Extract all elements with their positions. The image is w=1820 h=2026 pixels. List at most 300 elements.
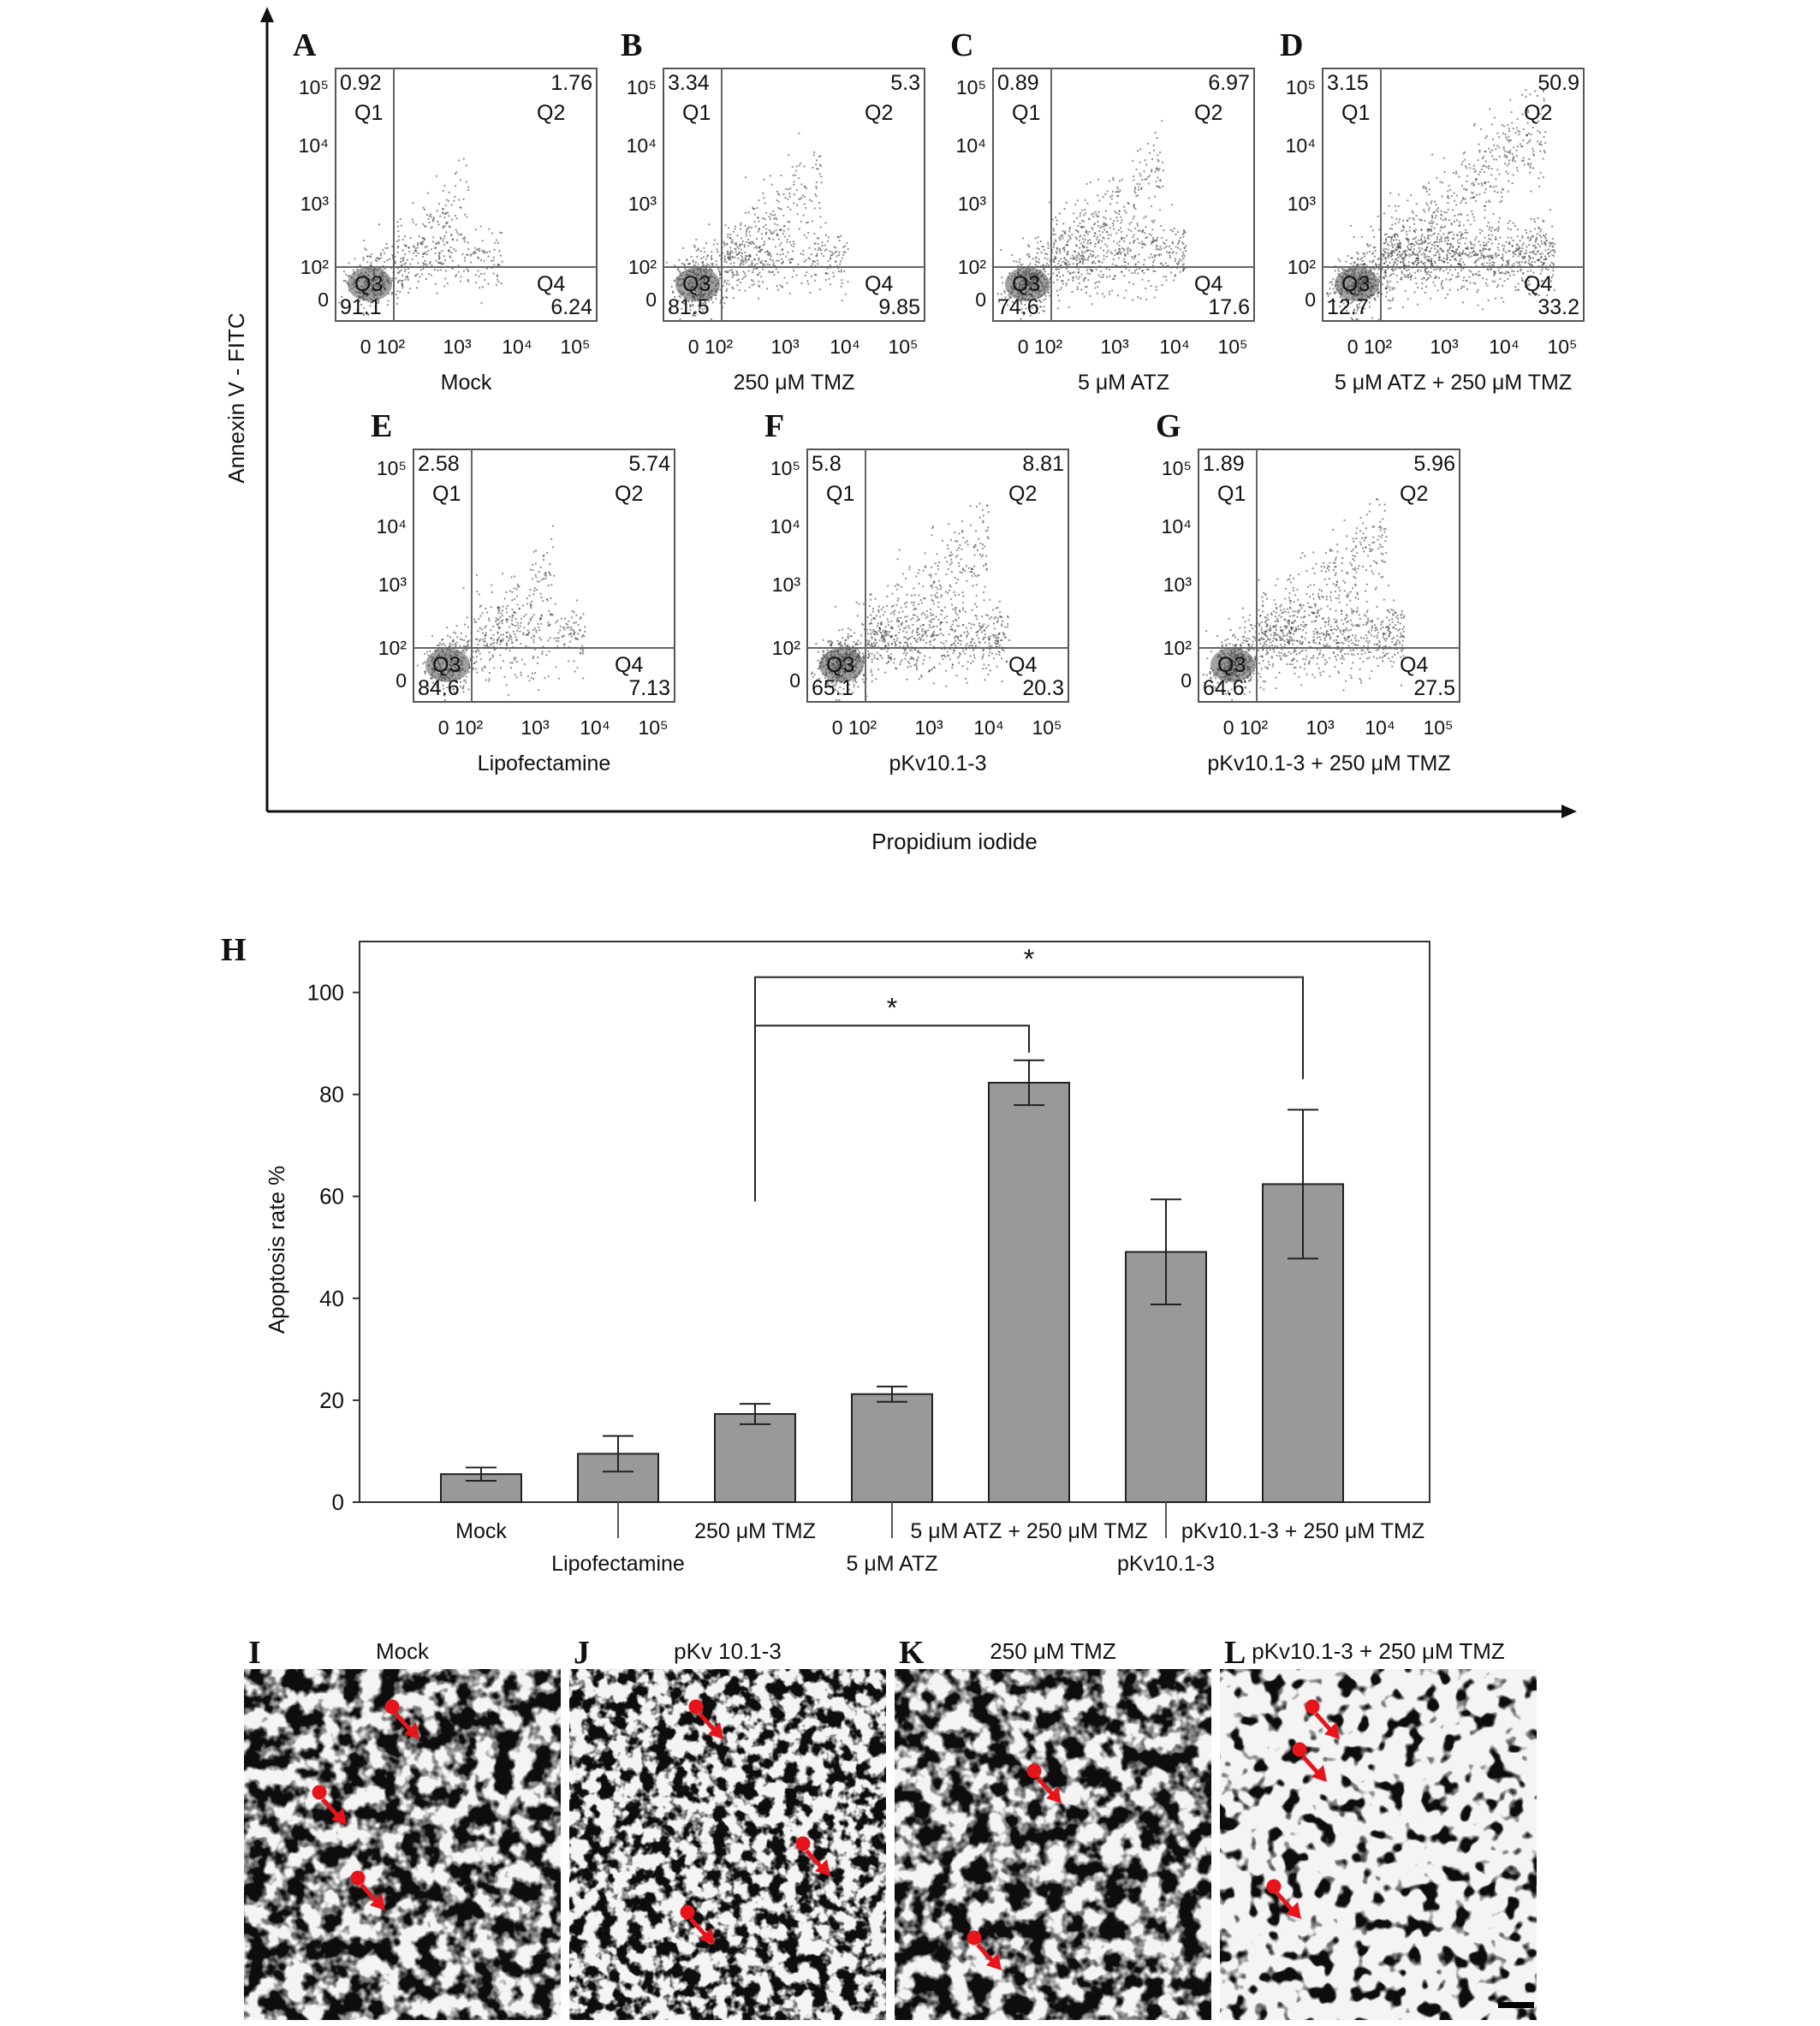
scatter-dot	[757, 247, 758, 249]
scatter-dot	[1139, 173, 1141, 175]
scatter-dot	[1398, 205, 1400, 207]
scatter-dot	[1091, 213, 1092, 215]
scatter-dot	[1068, 231, 1070, 233]
scatter-dot	[1489, 227, 1490, 229]
scatter-dot	[1524, 163, 1526, 165]
scatter-dot	[496, 284, 497, 286]
scatter-dot	[1413, 263, 1414, 264]
scatter-dot	[467, 645, 469, 647]
scatter-dot	[425, 278, 427, 280]
scatter-dot	[1082, 261, 1084, 263]
scatter-dot	[769, 264, 770, 266]
scatter-dot	[1495, 236, 1496, 238]
scatter-dot	[1513, 223, 1514, 224]
scatter-dot	[1538, 177, 1540, 179]
scatter-dot	[1463, 286, 1465, 288]
scatter-dot	[1152, 222, 1154, 223]
scatter-dot	[1116, 217, 1118, 218]
scatter-dot	[1112, 264, 1114, 265]
scatter-dot	[1135, 208, 1137, 210]
scatter-dot	[391, 277, 393, 279]
scatter-dot	[1056, 290, 1058, 292]
scatter-dot	[1548, 253, 1549, 254]
scatter-dot	[1127, 263, 1129, 264]
scatter-dot	[700, 258, 702, 259]
scatter-dot	[493, 273, 495, 275]
scatter-dot	[1090, 253, 1091, 255]
scatter-dot	[1115, 212, 1117, 214]
scatter-dot	[1004, 290, 1006, 292]
scatter-dot	[815, 163, 817, 165]
scatter-dot	[409, 264, 411, 265]
scatter-dot	[1087, 241, 1089, 242]
scatter-dot	[1091, 270, 1093, 272]
scatter-dot	[838, 254, 840, 256]
scatter-dot	[785, 197, 787, 199]
scatter-dot	[1465, 202, 1466, 204]
scatter-dot	[1424, 292, 1426, 294]
scatter-dot	[1134, 188, 1136, 190]
scatter-dot	[1497, 255, 1499, 257]
scatter-dot	[1374, 297, 1376, 299]
scatter-dot	[577, 633, 579, 635]
scatter-dot	[1449, 247, 1451, 248]
scatter-dot	[1060, 258, 1062, 259]
y-tick-label: 10⁴	[298, 134, 329, 157]
scatter-dot	[1184, 255, 1186, 257]
scatter-dot	[1097, 179, 1099, 181]
scatter-dot	[353, 270, 354, 271]
q2-label: Q2	[1194, 101, 1223, 125]
scatter-dot	[500, 667, 502, 668]
scatter-dot	[584, 626, 586, 627]
scatter-dot	[846, 242, 848, 244]
scatter-dot	[1498, 229, 1500, 230]
scatter-dot	[735, 242, 737, 244]
scatter-dot	[486, 268, 488, 270]
scatter-dot	[1399, 254, 1401, 256]
scatter-dot	[1491, 264, 1493, 266]
scatter-dot	[1505, 134, 1507, 135]
scatter-dot	[1156, 248, 1157, 250]
scatter-dot	[1127, 253, 1128, 254]
scatter-dot	[1511, 237, 1513, 239]
scatter-dot	[1529, 165, 1531, 167]
scatter-dot	[733, 288, 735, 289]
scatter-dot	[1113, 179, 1115, 181]
scatter-dot	[514, 612, 516, 614]
scatter-dot	[1470, 223, 1472, 225]
scatter-dot	[818, 169, 819, 170]
scatter-dot	[1085, 230, 1087, 232]
scatter-dot	[1540, 231, 1542, 233]
scatter-dot	[781, 242, 782, 244]
scatter-dot	[1133, 255, 1135, 257]
scatter-dot	[533, 551, 535, 553]
scatter-dot	[719, 274, 721, 276]
scatter-dot	[1175, 234, 1177, 235]
scatter-dot	[1519, 131, 1520, 133]
scatter-dot	[765, 212, 767, 214]
scatter-dot	[1507, 278, 1508, 280]
scatter-dot	[788, 235, 790, 237]
scatter-dot	[1171, 204, 1173, 205]
scatter-dot	[451, 235, 453, 236]
scatter-dot	[475, 229, 477, 230]
scatter-dot	[1430, 251, 1431, 253]
scatter-dot	[1498, 243, 1500, 245]
scatter-dot	[427, 193, 429, 194]
scatter-dot	[1055, 217, 1056, 218]
scatter-dot	[840, 235, 842, 237]
scatter-dot	[1499, 278, 1501, 280]
scatter-dot	[1439, 270, 1441, 271]
scatter-dot	[1470, 197, 1472, 199]
scatter-dot	[1084, 246, 1085, 247]
scatter-dot	[479, 593, 480, 595]
scatter-dot	[1153, 259, 1155, 261]
scatter-dot	[470, 262, 472, 264]
scatter-dot	[1453, 172, 1454, 174]
scatter-dot	[466, 650, 467, 651]
scatter-dot	[1463, 276, 1465, 278]
scatter-dot	[805, 275, 806, 276]
scatter-dot	[1141, 243, 1143, 245]
scatter-dot	[1145, 216, 1147, 217]
scatter-dot	[1517, 146, 1519, 147]
scatter-dot	[1415, 277, 1417, 279]
scatter-dot	[510, 662, 512, 663]
scatter-dot	[573, 622, 574, 624]
scatter-dot	[1451, 231, 1453, 233]
scatter-dot	[997, 293, 999, 294]
scatter-dot	[1136, 195, 1138, 197]
scatter-dot	[1092, 216, 1094, 217]
scatter-dot	[440, 269, 442, 270]
scatter-dot	[369, 256, 371, 258]
scatter-dot	[501, 232, 503, 234]
scatter-dot	[1534, 221, 1536, 223]
scatter-dot	[703, 247, 705, 249]
scatter-dot	[1104, 244, 1106, 246]
scatter-dot	[1454, 200, 1455, 202]
scatter-dot	[1123, 241, 1125, 242]
scatter-dot	[431, 275, 432, 276]
scatter-dot	[736, 246, 738, 247]
scatter-dot	[1127, 235, 1128, 237]
scatter-dot	[1378, 264, 1380, 265]
scatter-dot	[1175, 260, 1176, 262]
scatter-dot	[1508, 140, 1510, 141]
scatter-dot	[1407, 220, 1408, 222]
scatter-dot	[740, 224, 741, 226]
scatter-dot	[1473, 219, 1475, 221]
scatter-dot	[740, 255, 742, 257]
scatter-dot	[437, 270, 438, 271]
scatter-dot	[389, 258, 390, 260]
scatter-dot	[773, 274, 775, 276]
scatter-dot	[560, 626, 562, 627]
scatter-dot	[1094, 246, 1096, 247]
scatter-dot	[825, 235, 827, 236]
scatter-dot	[479, 250, 480, 252]
scatter-dot	[804, 186, 806, 187]
scatter-dot	[1378, 318, 1380, 320]
scatter-dot	[1478, 174, 1479, 175]
scatter-dot	[528, 621, 530, 623]
scatter-dot	[1478, 270, 1480, 272]
scatter-dot	[1529, 252, 1531, 253]
scatter-dot	[1061, 287, 1062, 288]
scatter-dot	[1508, 223, 1509, 224]
scatter-dot	[407, 279, 409, 281]
scatter-dot	[1151, 285, 1152, 287]
scatter-dot	[1115, 233, 1117, 235]
scatter-dot	[524, 663, 526, 665]
scatter-dot	[778, 238, 780, 240]
scatter-dot	[1466, 189, 1467, 191]
scatter-dot	[1497, 230, 1499, 232]
scatter-dot	[1037, 253, 1038, 254]
scatter-dot	[1103, 276, 1104, 278]
scatter-dot	[1518, 283, 1520, 285]
scatter-dot	[479, 639, 481, 640]
scatter-dot	[1493, 145, 1495, 146]
scatter-dot	[445, 232, 447, 234]
scatter-dot	[1400, 278, 1401, 280]
scatter-dot	[1067, 241, 1068, 243]
scatter-dot	[1488, 222, 1490, 223]
scatter-dot	[794, 243, 795, 245]
scatter-dot	[841, 270, 842, 271]
scatter-dot	[770, 258, 771, 260]
scatter-dot	[1460, 243, 1461, 245]
scatter-dot	[1505, 273, 1507, 275]
scatter-dot	[800, 253, 802, 254]
scatter-dot	[1071, 291, 1073, 293]
scatter-dot	[711, 263, 712, 264]
scatter-dot	[744, 272, 746, 274]
scatter-dot	[1485, 243, 1487, 245]
scatter-dot	[1528, 259, 1530, 261]
scatter-dot	[766, 288, 768, 289]
scatter-dot	[1529, 257, 1531, 258]
scatter-dot	[1080, 223, 1081, 224]
scatter-dot	[462, 238, 464, 240]
scatter-dot	[815, 242, 817, 244]
scatter-dot	[771, 184, 773, 186]
scatter-dot	[1549, 209, 1551, 211]
scatter-dot	[816, 255, 818, 257]
x-tick-label: 10³	[1430, 336, 1459, 358]
scatter-dot	[1496, 256, 1497, 258]
scatter-dot	[366, 261, 368, 263]
scatter-dot	[492, 259, 494, 261]
scatter-dot	[1068, 261, 1069, 263]
scatter-dot	[716, 264, 717, 265]
scatter-dot	[1158, 186, 1160, 187]
scatter-dot	[1453, 234, 1454, 235]
scatter-dot	[482, 286, 484, 288]
scatter-dot	[1505, 252, 1507, 253]
scatter-dot	[1159, 249, 1161, 251]
scatter-dot	[1413, 217, 1414, 219]
scatter-dot	[1409, 255, 1411, 257]
scatter-dot	[1148, 269, 1150, 270]
scatter-dot	[1111, 290, 1113, 292]
scatter-dot	[1430, 220, 1432, 222]
scatter-dot	[1073, 276, 1074, 278]
scatter-dot	[1528, 141, 1530, 143]
scatter-dot	[503, 606, 504, 608]
scatter-dot	[817, 237, 818, 239]
scatter-dot	[1420, 238, 1422, 240]
scatter-dot	[1139, 175, 1141, 177]
scatter-dot	[1537, 95, 1538, 97]
scatter-dot	[1172, 241, 1174, 243]
scatter-dot	[1080, 261, 1082, 263]
scatter-dot	[1430, 276, 1431, 277]
scatter-dot	[1513, 274, 1514, 276]
scatter-dot	[449, 215, 450, 217]
x-tick-label: 10⁴	[1489, 336, 1520, 358]
scatter-dot	[455, 185, 456, 187]
scatter-dot	[802, 253, 804, 255]
scatter-dot	[1374, 247, 1376, 248]
scatter-dot	[396, 241, 398, 242]
scatter-dot	[498, 281, 500, 282]
scatter-dot	[1459, 224, 1460, 226]
scatter-dot	[1404, 253, 1406, 254]
scatter-dot	[1466, 181, 1467, 182]
scatter-dot	[1419, 250, 1421, 252]
scatter-dot	[1134, 270, 1136, 271]
scatter-dot	[760, 262, 762, 264]
scatter-dot	[772, 233, 774, 235]
scatter-dot	[1156, 186, 1157, 187]
scatter-dot	[784, 236, 786, 238]
q4-label: Q4	[1524, 272, 1553, 296]
scatter-dot	[703, 264, 705, 266]
scatter-dot	[1472, 213, 1473, 215]
scatter-dot	[1118, 213, 1120, 215]
scatter-dot	[1076, 238, 1078, 240]
scatter-dot	[839, 264, 841, 265]
scatter-dot	[467, 248, 469, 250]
scatter-dot	[1513, 263, 1514, 264]
scatter-dot	[1434, 277, 1436, 279]
scatter-dot	[485, 625, 487, 627]
scatter-dot	[1062, 283, 1064, 285]
scatter-dot	[1539, 253, 1541, 255]
scatter-dot	[1508, 243, 1510, 245]
scatter-dot	[540, 592, 542, 594]
scatter-dot	[1433, 212, 1435, 214]
scatter-dot	[1440, 229, 1442, 231]
scatter-dot	[1423, 209, 1424, 211]
scatter-dot	[1491, 227, 1493, 229]
scatter-dot	[1552, 249, 1554, 251]
scatter-dot	[1426, 259, 1428, 261]
scatter-dot	[758, 231, 759, 233]
scatter-dot	[1465, 232, 1466, 234]
scatter-dot	[1472, 275, 1474, 276]
scatter-dot	[1038, 262, 1040, 264]
q1-value: 0.92	[340, 71, 382, 95]
scatter-dot	[1498, 221, 1500, 223]
scatter-dot	[1115, 191, 1117, 193]
scatter-dot	[1053, 247, 1055, 248]
scatter-dot	[1430, 259, 1432, 261]
scatter-dot	[548, 610, 550, 612]
scatter-dot	[820, 227, 822, 229]
scatter-dot	[1114, 254, 1115, 256]
scatter-dot	[1449, 189, 1451, 191]
scatter-dot	[1529, 172, 1531, 174]
scatter-dot	[1466, 175, 1468, 177]
scatter-dot	[1066, 202, 1068, 204]
scatter-dot	[401, 275, 403, 276]
scatter-dot	[1020, 258, 1021, 260]
scatter-dot	[1522, 235, 1524, 237]
scatter-dot	[1168, 253, 1169, 254]
scatter-dot	[371, 262, 372, 264]
q3-value: 81.5	[668, 295, 710, 319]
scatter-dot	[511, 599, 513, 601]
scatter-dot	[1399, 218, 1401, 220]
scatter-dot	[1157, 137, 1158, 139]
scatter-dot	[540, 623, 542, 625]
scatter-dot	[679, 270, 681, 272]
scatter-dot	[1397, 282, 1399, 283]
scatter-dot	[771, 259, 773, 261]
scatter-dot	[804, 165, 806, 167]
scatter-dot	[1382, 283, 1383, 285]
scatter-dot	[746, 241, 748, 243]
scatter-dot	[1481, 182, 1483, 184]
scatter-dot	[1145, 159, 1146, 161]
scatter-dot	[1421, 242, 1423, 244]
scatter-dot	[1439, 239, 1441, 241]
scatter-dot	[1489, 238, 1490, 240]
scatter-dot	[1516, 127, 1518, 128]
scatter-dot	[776, 224, 778, 226]
scatter-dot	[1378, 229, 1380, 230]
scatter-dot	[491, 637, 492, 639]
scatter-dot	[1528, 262, 1530, 264]
scatter-dot	[443, 255, 445, 257]
scatter-dot	[1499, 272, 1501, 274]
scatter-dot	[1428, 259, 1430, 261]
scatter-dot	[1035, 237, 1037, 239]
scatter-dot	[1553, 255, 1555, 257]
scatter-dot	[705, 242, 707, 244]
scatter-dot	[485, 680, 487, 681]
scatter-dot	[1136, 169, 1138, 170]
scatter-dot	[538, 581, 540, 583]
scatter-dot	[1408, 261, 1410, 263]
scatter-dot	[693, 260, 694, 262]
scatter-dot	[1392, 288, 1394, 290]
scatter-dot	[835, 247, 836, 248]
scatter-dot	[1441, 284, 1442, 286]
scatter-dot	[1391, 236, 1393, 238]
scatter-dot	[1465, 229, 1466, 231]
scatter-dot	[1534, 91, 1536, 92]
scatter-dot	[1124, 210, 1126, 211]
scatter-dot	[438, 262, 440, 264]
scatter-dot	[726, 282, 728, 284]
